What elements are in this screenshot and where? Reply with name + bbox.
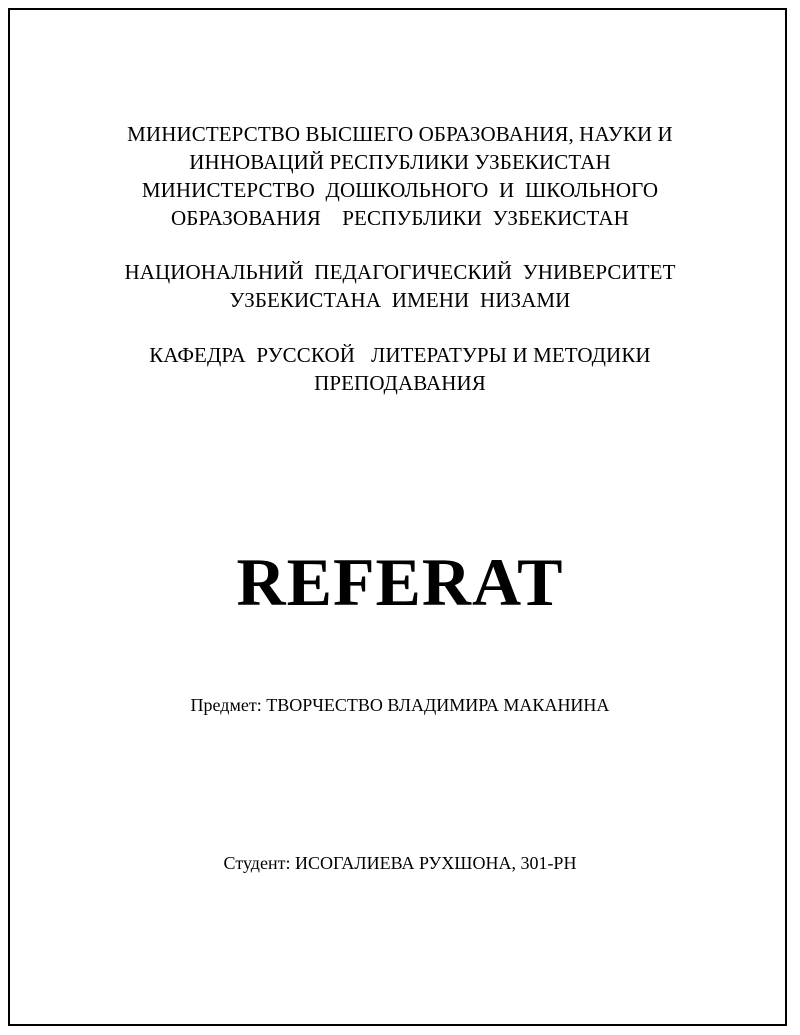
university-line-2: УЗБЕКИСТАНА ИМЕНИ НИЗАМИ [229,288,571,312]
document-title: REFERAT [236,544,564,620]
ministry-line-3: МИНИСТЕРСТВО ДОШКОЛЬНОГО И ШКОЛЬНОГО [141,178,659,202]
department-line-1: КАФЕДРА РУССКОЙ ЛИТЕРАТУРЫ И МЕТОДИКИ [149,343,651,367]
subject-line: Предмет: ТВОРЧЕСТВО ВЛАДИМИРА МАКАНИНА [190,695,610,715]
university-line-1: НАЦИОНАЛЬНИЙ ПЕДАГОГИЧЕСКИЙ УНИВЕРСИТЕТ [124,260,676,284]
department-line-2: ПРЕПОДАВАНИЯ [314,371,486,395]
ministry-line-2: ИННОВАЦИЙ РЕСПУБЛИКИ УЗБЕКИСТАН [189,150,611,174]
ministry-line-4: ОБРАЗОВАНИЯ РЕСПУБЛИКИ УЗБЕКИСТАН [171,206,629,230]
student-line: Студент: ИСОГАЛИЕВА РУХШОНА, 301-РН [223,853,577,873]
ministry-line-1: МИНИСТЕРСТВО ВЫСШЕГО ОБРАЗОВАНИЯ, НАУКИ И [127,122,673,146]
